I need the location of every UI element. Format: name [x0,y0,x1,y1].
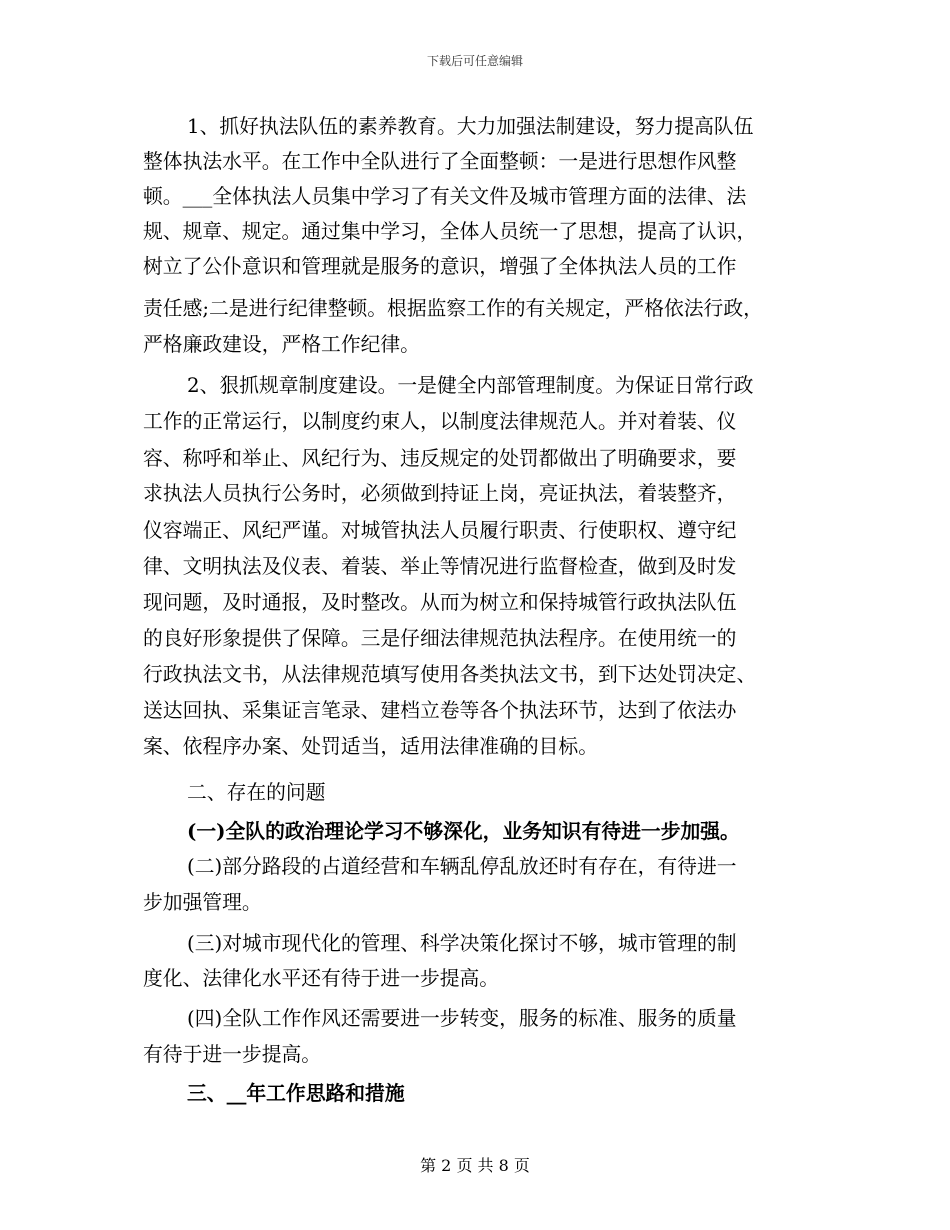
text-line: 严格廉政建设，严格工作纪律。 [143,333,420,356]
text-line: 工作的正常运行，以制度约束人，以制度法律规范人。并对着装、仪 [143,410,737,433]
text-line: 顿。___全体执法人员集中学习了有关文件及城市管理方面的法律、法 [143,185,747,208]
text-line: 1、抓好执法队伍的素养教育。大力加强法制建设，努力提高队伍 [187,115,754,138]
text-line: 行政执法文书，从法律规范填写使用各类执法文书，到下达处罚决定、 [143,663,757,686]
text-line: (二)部分路段的占道经营和车辆乱停乱放还时有存在，有待进一 [187,855,737,878]
text-line: 现问题，及时通报，及时整改。从而为树立和保持城管行政执法队伍 [143,591,737,614]
text-line: (四)全队工作作风还需要进一步转变，服务的标准、服务的质量 [187,1007,737,1030]
text-line: 整体执法水平。在工作中全队进行了全面整顿：一是进行思想作风整 [143,150,737,173]
page-footer: 第 2 页 共 8 页 [420,1156,530,1175]
text-line: 责任感;二是进行纪律整顿。根据监察工作的有关规定，严格依法行政， [143,297,763,320]
text-line: (三)对城市现代化的管理、科学决策化探讨不够，城市管理的制 [187,932,737,955]
text-line: 2、狠抓规章制度建设。一是健全内部管理制度。为保证日常行政 [187,374,754,397]
bold-line: (一)全队的政治理论学习不够深化，业务知识有待进一步加强。 [187,819,740,843]
text-line: 规、规章、规定。通过集中学习，全体人员统一了思想，提高了认识， [143,220,757,243]
text-line: 树立了公仆意识和管理就是服务的意识，增强了全体执法人员的工作 [143,255,737,278]
text-line: 案、依程序办案、处罚适当，适用法律准确的目标。 [143,735,598,758]
text-line: 求执法人员执行公务时，必须做到持证上岗，亮证执法，着装整齐， [143,482,737,505]
text-line: 送达回执、采集证言笔录、建档立卷等各个执法环节，达到了依法办 [143,699,737,722]
text-line: 有待于进一步提高。 [143,1043,322,1066]
page-header: 下载后可任意编辑 [426,54,523,68]
section-heading: 三、__年工作思路和措施 [187,1081,405,1105]
text-line: 的良好形象提供了保障。三是仔细法律规范执法程序。在使用统一的 [143,627,737,650]
text-line: 步加强管理。 [143,891,262,914]
text-line: 仪容端正、风纪严谨。对城管执法人员履行职责、行使职权、遵守纪 [143,519,737,542]
text-line: 容、称呼和举止、风纪行为、违反规定的处罚都做出了明确要求，要 [143,447,737,470]
section-heading: 二、存在的问题 [187,781,326,804]
text-line: 度化、法律化水平还有待于进一步提高。 [143,967,500,990]
text-line: 律、文明执法及仪表、着装、举止等情况进行监督检查，做到及时发 [143,555,737,578]
